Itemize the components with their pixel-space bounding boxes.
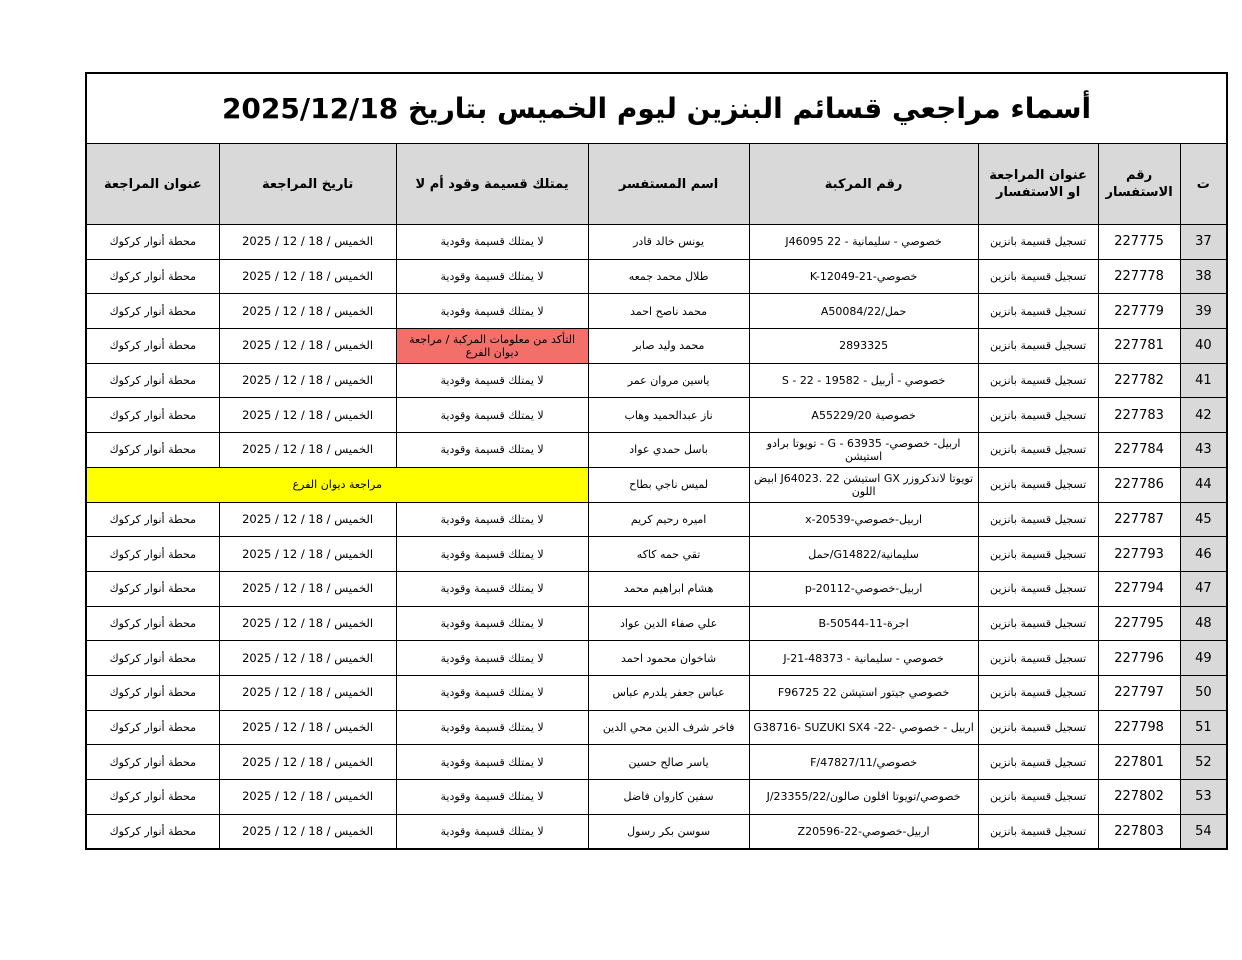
header-row	[86, 144, 1227, 225]
cell-inquiry-number: 227802	[1098, 780, 1180, 815]
cell-review-location: محطة أنوار كركوك	[86, 675, 219, 710]
cell-index: 47	[1180, 571, 1227, 606]
cell-index: 44	[1180, 467, 1227, 502]
table-row	[86, 641, 1227, 676]
cell-subject: تسجيل قسيمة بانزين	[978, 571, 1098, 606]
cell-review-location: محطة أنوار كركوك	[86, 571, 219, 606]
cell-review-location: محطة أنوار كركوك	[86, 294, 219, 329]
header-subject: عنوان المراجعة او الاستفسار	[978, 144, 1098, 225]
cell-review-location: محطة أنوار كركوك	[86, 745, 219, 780]
cell-inquirer-name: يونس خالد قادر	[588, 225, 749, 260]
cell-inquirer-name: ناز عبدالحميد وهاب	[588, 398, 749, 433]
table-row	[86, 294, 1227, 329]
cell-subject: تسجيل قسيمة بانزين	[978, 467, 1098, 502]
cell-inquirer-name: محمد وليد صابر	[588, 329, 749, 364]
table-row	[86, 363, 1227, 398]
cell-review-location: محطة أنوار كركوك	[86, 710, 219, 745]
cell-review-location: محطة أنوار كركوك	[86, 814, 219, 849]
cell-fuel-coupon-status: لا يمتلك قسيمة وقودية	[396, 641, 588, 676]
table-row	[86, 745, 1227, 780]
cell-review-date: الخميس / 18 / 12 / 2025	[219, 606, 396, 641]
cell-fuel-coupon-status: لا يمتلك قسيمة وقودية	[396, 294, 588, 329]
cell-index: 38	[1180, 259, 1227, 294]
header-index: ت	[1180, 144, 1227, 225]
cell-subject: تسجيل قسيمة بانزين	[978, 814, 1098, 849]
cell-index: 41	[1180, 363, 1227, 398]
table-row	[86, 225, 1227, 260]
cell-fuel-coupon-status: لا يمتلك قسيمة وقودية	[396, 537, 588, 572]
cell-review-date: الخميس / 18 / 12 / 2025	[219, 675, 396, 710]
cell-inquiry-number: 227783	[1098, 398, 1180, 433]
cell-vehicle-number: اجرة-11-B-50544	[749, 606, 978, 641]
cell-index: 42	[1180, 398, 1227, 433]
cell-vehicle-number: خصوصية 20/A55229	[749, 398, 978, 433]
cell-review-location: محطة أنوار كركوك	[86, 641, 219, 676]
cell-inquiry-number: 227796	[1098, 641, 1180, 676]
cell-fuel-coupon-status: لا يمتلك قسيمة وقودية	[396, 780, 588, 815]
cell-inquiry-number: 227775	[1098, 225, 1180, 260]
table-row	[86, 675, 1227, 710]
cell-subject: تسجيل قسيمة بانزين	[978, 225, 1098, 260]
cell-review-location: محطة أنوار كركوك	[86, 780, 219, 815]
cell-index: 52	[1180, 745, 1227, 780]
cell-fuel-coupon-status: لا يمتلك قسيمة وقودية	[396, 745, 588, 780]
cell-merged-note: مراجعة ديوان الفرع	[86, 467, 588, 502]
cell-inquirer-name: شاخوان محمود احمد	[588, 641, 749, 676]
cell-fuel-coupon-status: لا يمتلك قسيمة وقودية	[396, 225, 588, 260]
cell-fuel-coupon-status: لا يمتلك قسيمة وقودية	[396, 259, 588, 294]
cell-vehicle-number: 2893325	[749, 329, 978, 364]
header-vehicle-number: رقم المركبة	[749, 144, 978, 225]
cell-inquirer-name: محمد ناصح احمد	[588, 294, 749, 329]
cell-index: 40	[1180, 329, 1227, 364]
table-row	[86, 502, 1227, 537]
cell-inquirer-name: فاخر شرف الدين محي الدين	[588, 710, 749, 745]
cell-vehicle-number: اربيل - خصوصي -22- G38716- SUZUKI SX4	[749, 710, 978, 745]
cell-inquirer-name: ياسين مروان عمر	[588, 363, 749, 398]
cell-vehicle-number: اربيل-خصوصي-20112-p	[749, 571, 978, 606]
cell-inquiry-number: 227784	[1098, 433, 1180, 468]
cell-index: 46	[1180, 537, 1227, 572]
cell-subject: تسجيل قسيمة بانزين	[978, 641, 1098, 676]
cell-inquirer-name: ياسر صالح حسين	[588, 745, 749, 780]
cell-review-date: الخميس / 18 / 12 / 2025	[219, 502, 396, 537]
cell-inquiry-number: 227801	[1098, 745, 1180, 780]
cell-review-date: الخميس / 18 / 12 / 2025	[219, 329, 396, 364]
cell-inquiry-number: 227795	[1098, 606, 1180, 641]
table-row	[86, 814, 1227, 849]
cell-inquiry-number: 227782	[1098, 363, 1180, 398]
fuel-coupon-inquiries-table	[85, 72, 1228, 850]
cell-inquirer-name: عباس جعفر يلدرم عباس	[588, 675, 749, 710]
cell-inquirer-name: علي صفاء الدين عواد	[588, 606, 749, 641]
cell-index: 54	[1180, 814, 1227, 849]
cell-vehicle-number: اربيل-خصوصي-22-Z20596	[749, 814, 978, 849]
cell-inquiry-number: 227797	[1098, 675, 1180, 710]
cell-inquiry-number: 227787	[1098, 502, 1180, 537]
cell-vehicle-number: اربيل-خصوصي-20539-x	[749, 502, 978, 537]
cell-inquirer-name: تقي حمه كاكه	[588, 537, 749, 572]
cell-subject: تسجيل قسيمة بانزين	[978, 710, 1098, 745]
title-row	[86, 73, 1227, 144]
page-title: أسماء مراجعي قسائم البنزين ليوم الخميس بتاريخ 2025/12/18	[86, 73, 1227, 144]
cell-subject: تسجيل قسيمة بانزين	[978, 329, 1098, 364]
cell-fuel-coupon-status: لا يمتلك قسيمة وقودية	[396, 606, 588, 641]
cell-inquirer-name: باسل حمدي عواد	[588, 433, 749, 468]
cell-index: 39	[1180, 294, 1227, 329]
table-row	[86, 710, 1227, 745]
cell-review-location: محطة أنوار كركوك	[86, 329, 219, 364]
header-review-location: عنوان المراجعة	[86, 144, 219, 225]
cell-vehicle-number: اربيل- خصوصي- G - 63935 - تويوتا برادو استيشن	[749, 433, 978, 468]
cell-subject: تسجيل قسيمة بانزين	[978, 606, 1098, 641]
cell-review-date: الخميس / 18 / 12 / 2025	[219, 641, 396, 676]
cell-subject: تسجيل قسيمة بانزين	[978, 745, 1098, 780]
table-row	[86, 780, 1227, 815]
cell-review-date: الخميس / 18 / 12 / 2025	[219, 363, 396, 398]
cell-inquiry-number: 227793	[1098, 537, 1180, 572]
cell-review-location: محطة أنوار كركوك	[86, 363, 219, 398]
cell-review-date: الخميس / 18 / 12 / 2025	[219, 433, 396, 468]
table-row	[86, 329, 1227, 364]
cell-vehicle-number: خصوصي-21-K-12049	[749, 259, 978, 294]
cell-review-location: محطة أنوار كركوك	[86, 537, 219, 572]
cell-subject: تسجيل قسيمة بانزين	[978, 502, 1098, 537]
cell-vehicle-number: خصوصي جيتور استيشن F96725 22	[749, 675, 978, 710]
cell-inquirer-name: سوسن بكر رسول	[588, 814, 749, 849]
header-inquiry-number: رقم الاستفسار	[1098, 144, 1180, 225]
cell-index: 43	[1180, 433, 1227, 468]
cell-index: 53	[1180, 780, 1227, 815]
cell-review-location: محطة أنوار كركوك	[86, 259, 219, 294]
cell-subject: تسجيل قسيمة بانزين	[978, 259, 1098, 294]
cell-vehicle-number: حمل/22/A50084	[749, 294, 978, 329]
cell-vehicle-number: سليمانية/G14822/حمل	[749, 537, 978, 572]
table-row	[86, 571, 1227, 606]
cell-review-date: الخميس / 18 / 12 / 2025	[219, 814, 396, 849]
cell-review-date: الخميس / 18 / 12 / 2025	[219, 225, 396, 260]
header-inquirer-name: اسم المستفسر	[588, 144, 749, 225]
cell-fuel-coupon-status: لا يمتلك قسيمة وقودية	[396, 433, 588, 468]
cell-inquirer-name: طلال محمد جمعه	[588, 259, 749, 294]
table-row	[86, 467, 1227, 502]
cell-review-location: محطة أنوار كركوك	[86, 398, 219, 433]
cell-subject: تسجيل قسيمة بانزين	[978, 433, 1098, 468]
table-body	[86, 225, 1227, 850]
cell-index: 51	[1180, 710, 1227, 745]
header-fuel-coupon: يمتلك قسيمة وقود أم لا	[396, 144, 588, 225]
cell-inquiry-number: 227781	[1098, 329, 1180, 364]
cell-review-location: محطة أنوار كركوك	[86, 433, 219, 468]
cell-inquiry-number: 227798	[1098, 710, 1180, 745]
cell-fuel-coupon-status: لا يمتلك قسيمة وقودية	[396, 675, 588, 710]
table-row	[86, 433, 1227, 468]
cell-subject: تسجيل قسيمة بانزين	[978, 537, 1098, 572]
table-row	[86, 537, 1227, 572]
cell-review-date: الخميس / 18 / 12 / 2025	[219, 259, 396, 294]
cell-vehicle-number: خصوصي/11/F/47827	[749, 745, 978, 780]
cell-review-location: محطة أنوار كركوك	[86, 502, 219, 537]
cell-review-date: الخميس / 18 / 12 / 2025	[219, 710, 396, 745]
cell-inquirer-name: لميس ناجي بطاح	[588, 467, 749, 502]
cell-review-date: الخميس / 18 / 12 / 2025	[219, 398, 396, 433]
cell-fuel-coupon-status: لا يمتلك قسيمة وقودية	[396, 363, 588, 398]
cell-index: 50	[1180, 675, 1227, 710]
cell-fuel-coupon-status: التأكد من معلومات المركبة / مراجعة ديوان الفرع	[396, 329, 588, 364]
cell-inquiry-number: 227803	[1098, 814, 1180, 849]
table-row	[86, 606, 1227, 641]
cell-index: 45	[1180, 502, 1227, 537]
cell-fuel-coupon-status: لا يمتلك قسيمة وقودية	[396, 502, 588, 537]
table-row	[86, 398, 1227, 433]
cell-inquiry-number: 227778	[1098, 259, 1180, 294]
cell-review-date: الخميس / 18 / 12 / 2025	[219, 571, 396, 606]
cell-vehicle-number: خصوصي - سليمانية - 22 J46095	[749, 225, 978, 260]
cell-inquirer-name: سفين كاروان فاضل	[588, 780, 749, 815]
cell-vehicle-number: خصوصي/تويوتا افلون صالون/22/J/23355	[749, 780, 978, 815]
header-review-date: تاريخ المراجعة	[219, 144, 396, 225]
cell-review-date: الخميس / 18 / 12 / 2025	[219, 780, 396, 815]
cell-vehicle-number: خصوصي - سليمانية - J-21-48373	[749, 641, 978, 676]
cell-review-date: الخميس / 18 / 12 / 2025	[219, 294, 396, 329]
cell-subject: تسجيل قسيمة بانزين	[978, 363, 1098, 398]
cell-index: 49	[1180, 641, 1227, 676]
cell-fuel-coupon-status: لا يمتلك قسيمة وقودية	[396, 710, 588, 745]
cell-subject: تسجيل قسيمة بانزين	[978, 398, 1098, 433]
cell-index: 48	[1180, 606, 1227, 641]
cell-subject: تسجيل قسيمة بانزين	[978, 294, 1098, 329]
document-sheet	[85, 72, 1226, 850]
cell-review-date: الخميس / 18 / 12 / 2025	[219, 537, 396, 572]
cell-vehicle-number: خصوصي - أربيل - 19582 - 22 - S	[749, 363, 978, 398]
cell-index: 37	[1180, 225, 1227, 260]
table-row	[86, 259, 1227, 294]
cell-subject: تسجيل قسيمة بانزين	[978, 675, 1098, 710]
cell-inquiry-number: 227779	[1098, 294, 1180, 329]
cell-inquirer-name: اميره رحيم كريم	[588, 502, 749, 537]
cell-subject: تسجيل قسيمة بانزين	[978, 780, 1098, 815]
cell-review-location: محطة أنوار كركوك	[86, 225, 219, 260]
cell-fuel-coupon-status: لا يمتلك قسيمة وقودية	[396, 814, 588, 849]
cell-inquiry-number: 227794	[1098, 571, 1180, 606]
cell-review-location: محطة أنوار كركوك	[86, 606, 219, 641]
cell-inquirer-name: هشام ابراهيم محمد	[588, 571, 749, 606]
cell-review-date: الخميس / 18 / 12 / 2025	[219, 745, 396, 780]
cell-vehicle-number: تويوتا لاندكروزر GX استيشن 22 .J64023 ابيض اللون	[749, 467, 978, 502]
cell-fuel-coupon-status: لا يمتلك قسيمة وقودية	[396, 398, 588, 433]
cell-fuel-coupon-status: لا يمتلك قسيمة وقودية	[396, 571, 588, 606]
cell-inquiry-number: 227786	[1098, 467, 1180, 502]
